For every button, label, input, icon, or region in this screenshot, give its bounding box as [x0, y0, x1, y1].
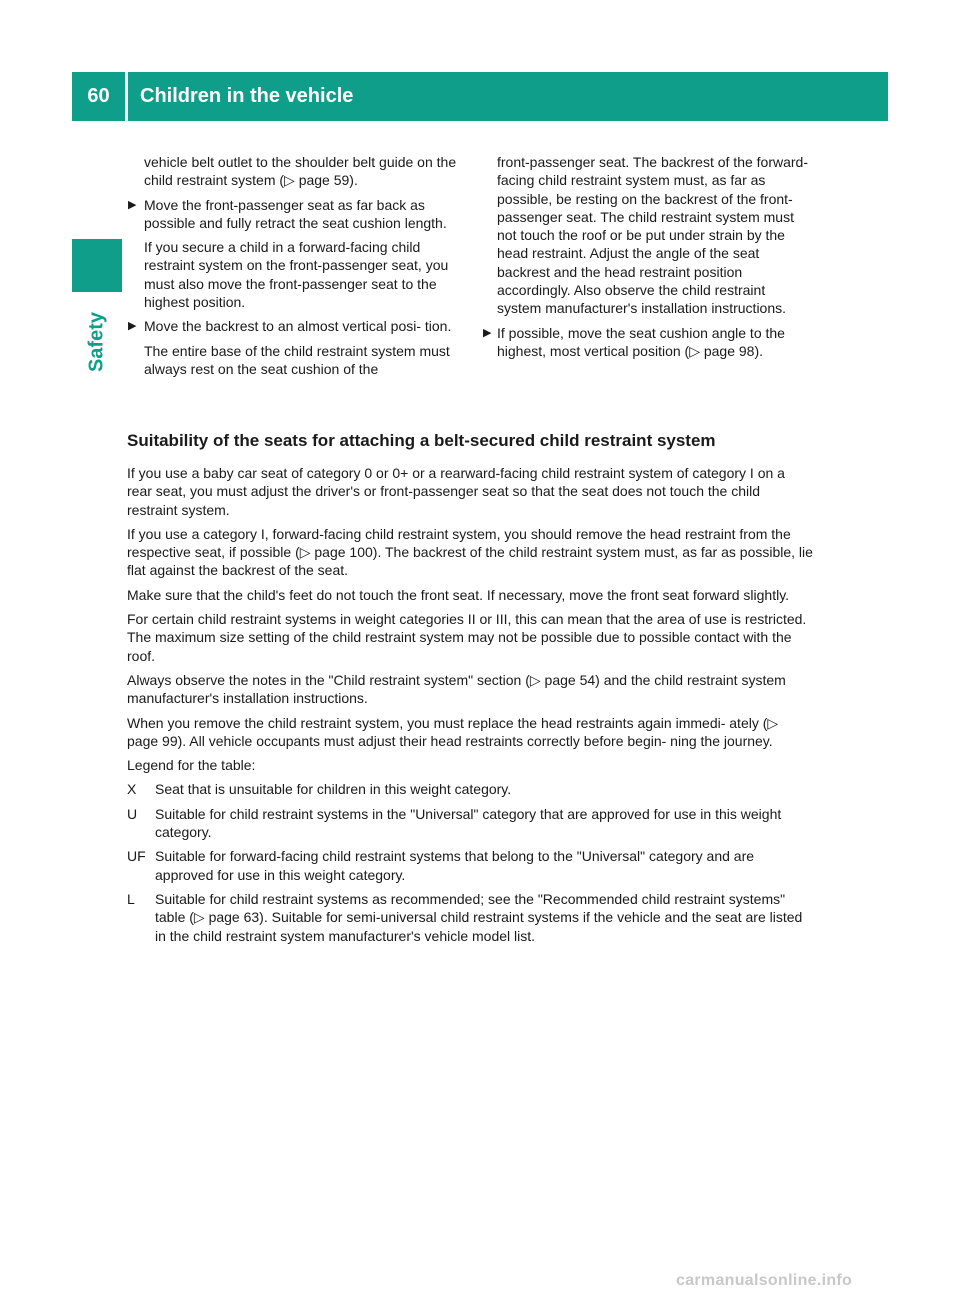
- page-number: 60: [72, 72, 125, 121]
- legend-description: Seat that is unsuitable for children in this weight category.: [155, 781, 512, 798]
- legend-row: [127, 847, 813, 884]
- step-note: The entire base of the child restraint system must always rest on the seat cushion of the: [144, 342, 450, 377]
- body-paragraph: Always observe the notes in the "Child restraint system" section (▷ page 54) and the child restraint system manufacturer's installation instructions.: [127, 671, 786, 707]
- legend-description: Suitable for child restraint systems in the "Universal" category that are approved for use in this weight category.: [155, 805, 782, 841]
- body-paragraph: If you use a category I, forward-facing child restraint system, you should remove the head restraint from the respective seat, if possible (▷ page 100). The backrest of the child restraint system must, as far as possible, lie flat against the backrest of the seat.: [127, 525, 813, 579]
- legend-key: L: [127, 890, 135, 907]
- legend-key: X: [127, 781, 137, 798]
- body-paragraph: If you use a baby car seat of category 0 or 0+ or a rearward-facing child restraint system of category I on a rear seat, you must adjust the driver's or front-passenger seat so that the seat does not touch the child restraint system.: [127, 465, 785, 518]
- legend-row: [127, 805, 813, 842]
- paragraph: front-passenger seat. The backrest of the forward-facing child restraint system must, as far as possible, be resting on the backrest of the front-passenger seat. The child restraint system must not touch the roof or be put under strain by the head restraint. Adjust the angle of the seat backrest and the head restraint position accordingly. Also observe the child restraint system manufacturer's installation instructions.: [497, 154, 809, 317]
- left-column: [128, 153, 462, 384]
- step-arrow-icon: ▶: [128, 320, 137, 333]
- body-paragraph: Legend for the table:: [127, 757, 256, 774]
- section-marker: [72, 239, 122, 292]
- step-arrow-icon: ▶: [128, 198, 137, 211]
- watermark: carmanualsonline.info: [676, 1272, 853, 1289]
- legend-description: Suitable for child restraint systems as recommended; see the "Recommended child restraint systems" table (▷ page 63). Suitable for semi-universal child restraint systems if the vehicle and the seat are listed in the child restraint system manufacturer's vehicle model list.: [155, 890, 803, 944]
- body-paragraph: For certain child restraint systems in weight categories II or III, this can mean that the area of use is restricted. The maximum size setting of the child restraint system may not be possible due to possible contact with the roof.: [127, 611, 807, 664]
- legend-row: [127, 780, 813, 798]
- step-item: [483, 324, 813, 361]
- step-arrow-icon: ▶: [483, 326, 492, 339]
- section-label: Safety: [85, 312, 108, 373]
- step-text: Move the backrest to an almost vertical posi- tion.: [144, 318, 452, 335]
- step-text: Move the front-passenger seat as far back as possible and fully retract the seat cushion length.: [144, 196, 447, 231]
- section-body: [127, 464, 813, 951]
- chapter-title: Children in the vehicle: [128, 72, 888, 121]
- body-paragraph: When you remove the child restraint system, you must replace the head restraints again immedi- ately (▷ page 99). All vehicle occupants must adjust their head restraints correctly before begin- ning the journey.: [127, 714, 779, 749]
- section-heading: Suitability of the seats for attaching a belt-secured child restraint system: [127, 431, 716, 450]
- step-text: If possible, move the seat cushion angle to the highest, most vertical position (▷ page 98).: [497, 324, 785, 359]
- legend-description: Suitable for forward-facing child restraint systems that belong to the "Universal" category and are approved for use in this weight category.: [155, 848, 755, 883]
- step-note: If you secure a child in a forward-facing child restraint system on the front-passenger seat, you must also move the front-passenger seat to the highest position.: [144, 239, 449, 311]
- legend-key: UF: [127, 848, 146, 865]
- paragraph: vehicle belt outlet to the shoulder belt guide on the child restraint system (▷ page 59).: [144, 154, 457, 189]
- step-item: [128, 196, 462, 233]
- legend-key: U: [127, 805, 138, 822]
- legend-row: [127, 890, 813, 945]
- step-item: [128, 317, 462, 335]
- right-column: [483, 153, 813, 366]
- body-paragraph: Make sure that the child's feet do not touch the front seat. If necessary, move the front seat forward slightly.: [127, 586, 790, 603]
